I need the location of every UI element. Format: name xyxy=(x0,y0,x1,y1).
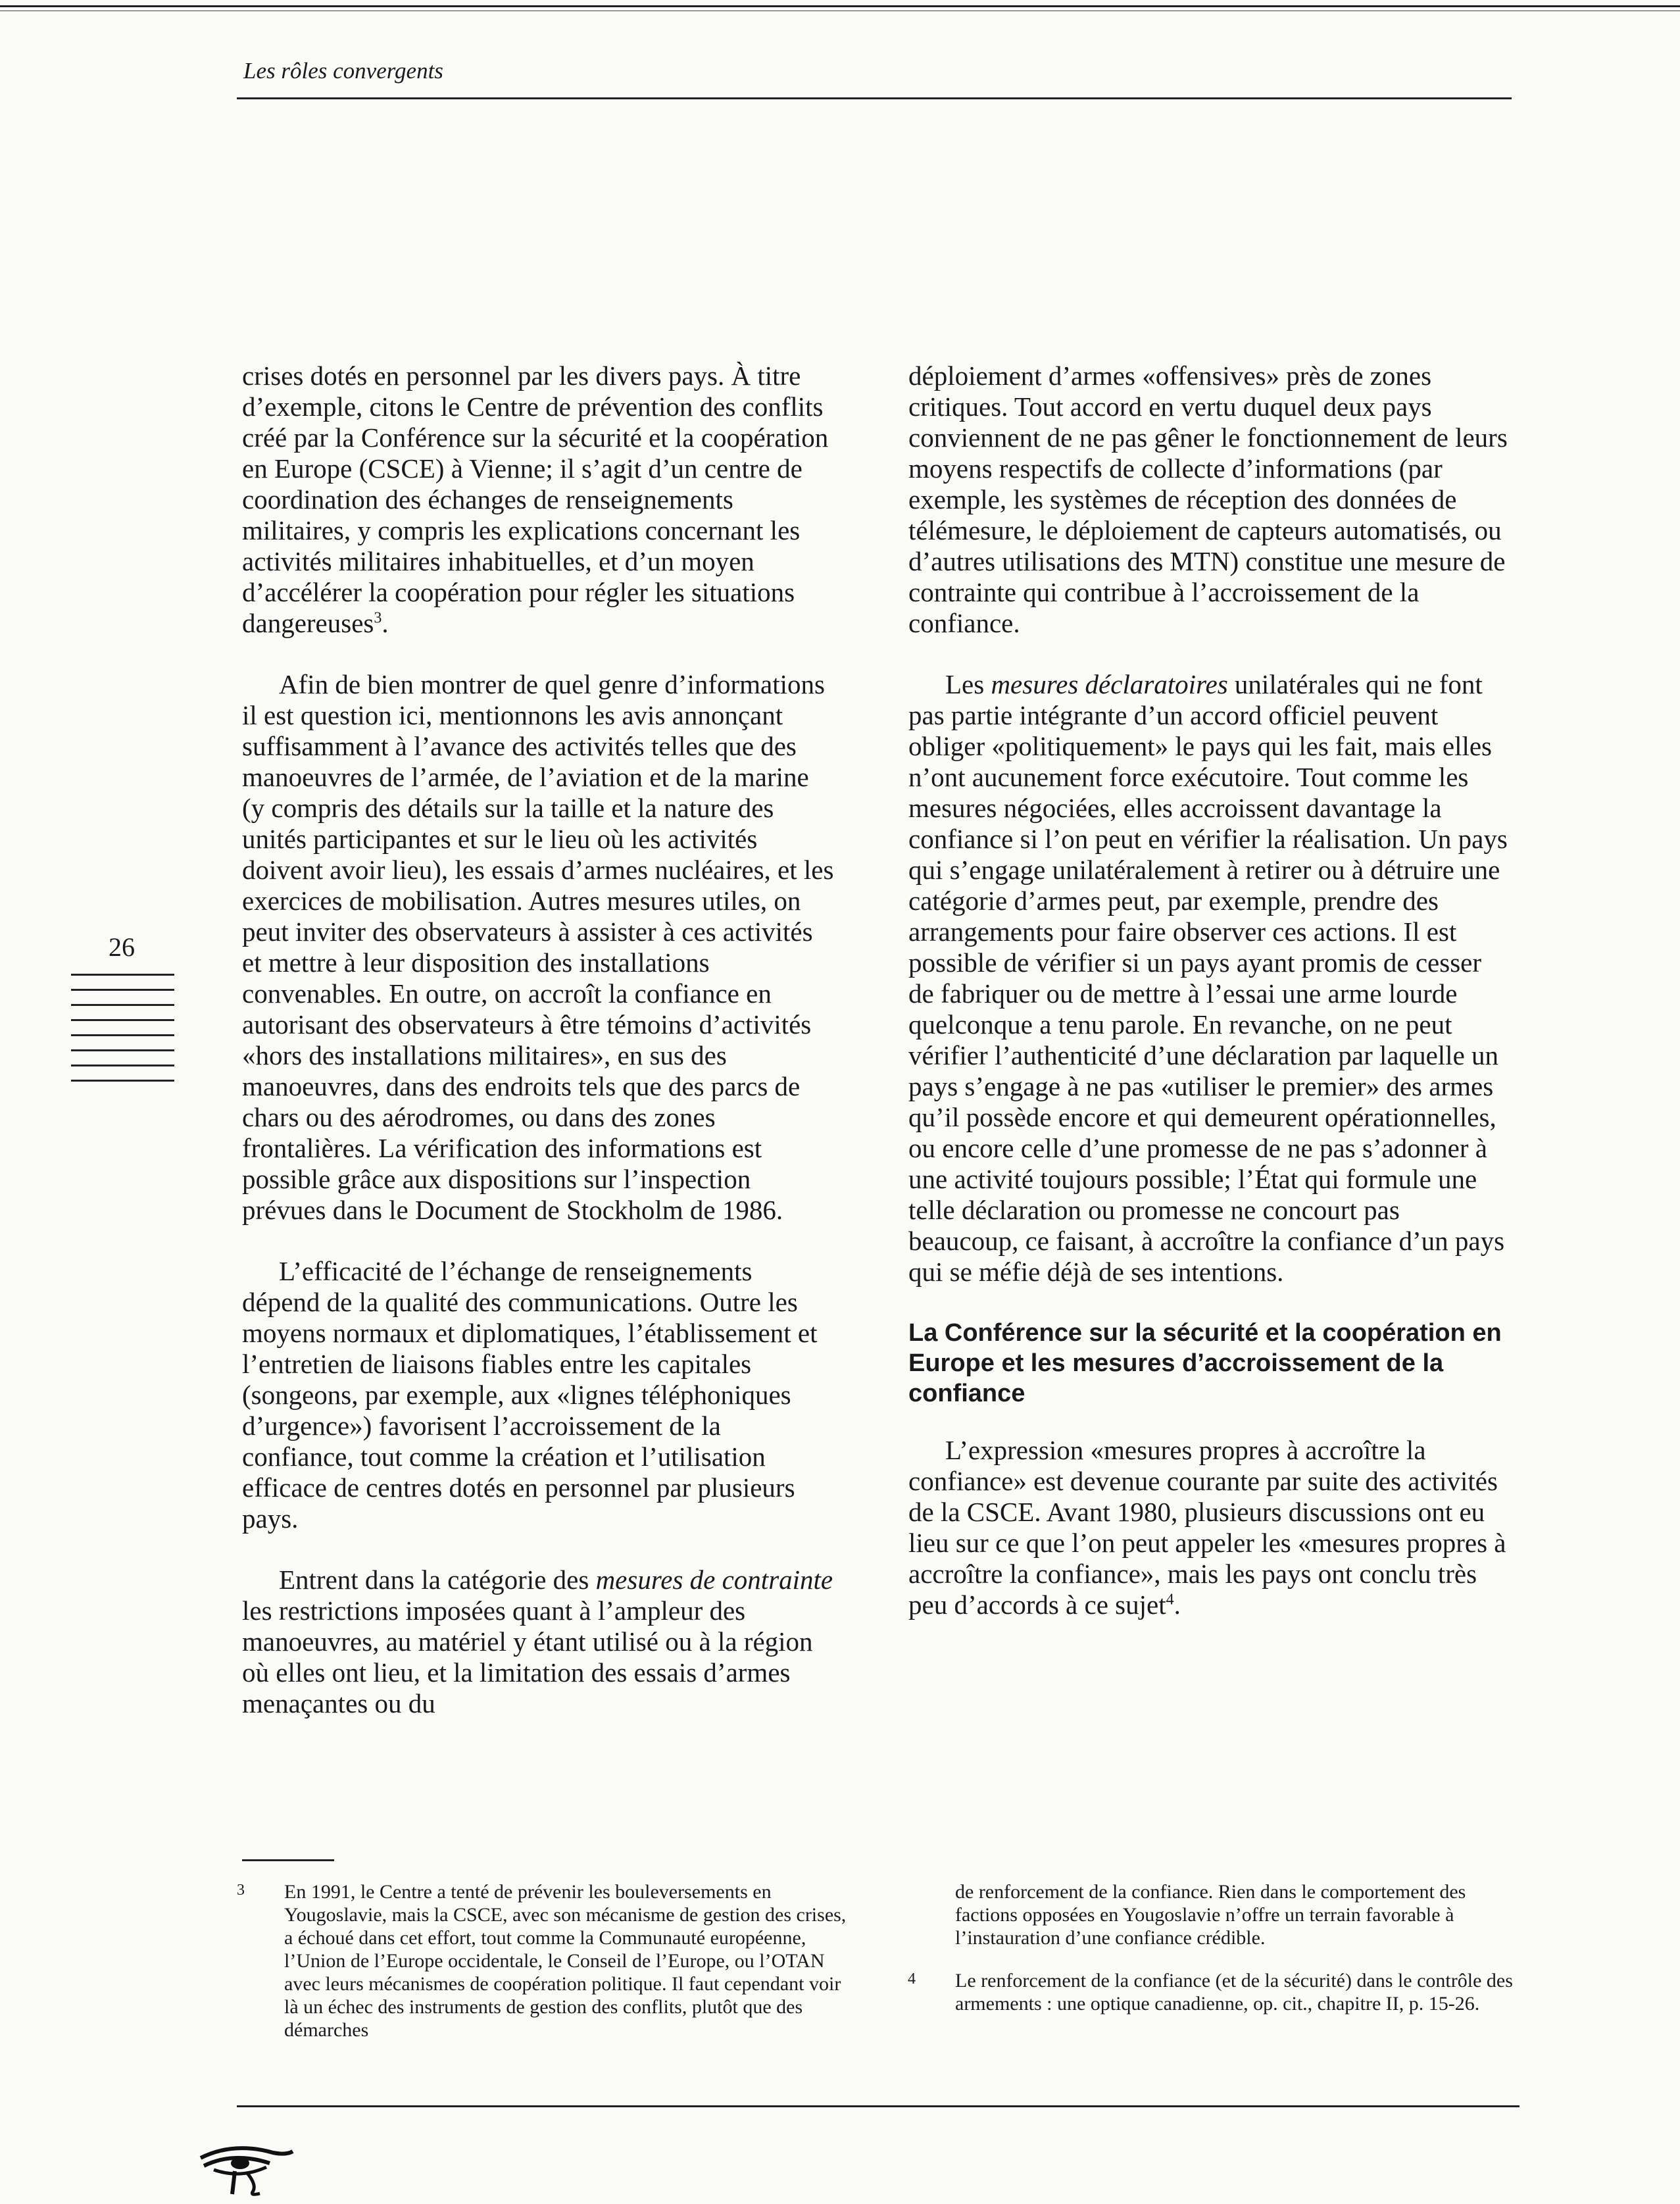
paragraph: Afin de bien montrer de quel genre d’informations il est question ici, mentionnons les avis annonçant suffisamment à l’avance des activités telles que des manoeuvres de l’armée, de l’aviation et de la marine (y compris des détails sur la taille et la nature des unités participantes et sur le lieu où les activités doivent avoir lieu), les essais d’armes nucléaires, et les exercices de mobilisation. Autres mesures utiles, on peut inviter des observateurs à assister à ces activités et mettre à leur disposition des installations convenables. En outre, on accroît la confiance en autorisant des observateurs à être témoins d’activités «hors des installations militaires», en sus des manoeuvres, dans des endroits tels que des parcs de chars ou des aérodromes, ou dans des zones frontalières. La vérification des informations est possible grâce aux dispositions sur l’inspection prévues dans le Document de Stockholm de 1986. xyxy=(242,669,834,1225)
footnote-text: Le renforcement de la confiance (et de la sécurité) dans le contrôle des armements : une optique canadienne, op. cit., chapitre II, p. 15-26. xyxy=(955,1970,1513,2015)
margin-decoration-lines xyxy=(71,974,174,1095)
page-number: 26 xyxy=(109,932,135,962)
footnote-3 xyxy=(237,1880,849,2041)
margin-line xyxy=(71,989,174,991)
margin-line xyxy=(71,1064,174,1066)
footnote-number: 4 xyxy=(908,1970,916,1988)
footnote-separator xyxy=(242,1859,334,1861)
margin-line xyxy=(71,1080,174,1082)
footnote-text: En 1991, le Centre a tenté de prévenir les bouleversements en Yougoslavie, mais la CSCE, avec son mécanisme de gestion des crises, a échoué dans cet effort, tout comme la Communauté européenne, l’Union de l’Europe occidentale, le Conseil de l’Europe, ou l’OTAN avec leurs mécanismes de coopération politique. Il faut cependant voir là un échec des instruments de gestion des conflits, plutôt que des démarches xyxy=(284,1881,847,2041)
paragraph: déploiement d’armes «offensives» près de zones critiques. Tout accord en vertu duquel deux pays conviennent de ne pas gêner le fonctionnement de leurs moyens respectifs de collecte d’informations (par exemple, les systèmes de réception des données de télémesure, le déploiement de capteurs automatisés, ou d’autres utilisations des MTN) constitue une mesure de contrainte qui contribue à l’accroissement de la confiance. xyxy=(908,361,1508,638)
section-heading: La Conférence sur la sécurité et la coopération en Europe et les mesures d’accroissement de la confiance xyxy=(908,1319,1502,1407)
margin-line xyxy=(71,1049,174,1051)
footnote-ref-4[interactable]: 4 xyxy=(1166,1591,1174,1609)
footer-rule xyxy=(237,2105,1519,2107)
margin-line xyxy=(71,974,174,976)
footnote-3-continued: de renforcement de la confiance. Rien dans le comportement des factions opposées en Yougoslavie n’offre un terrain favorable à l’instauration d’une confiance crédible. xyxy=(955,1881,1466,1949)
margin-line xyxy=(71,1019,174,1021)
margin-line xyxy=(71,1004,174,1006)
running-title: Les rôles convergents xyxy=(243,58,443,84)
right-text-column xyxy=(908,361,1512,1651)
footnotes-right xyxy=(908,1880,1519,2035)
footnote-number: 3 xyxy=(237,1882,245,1899)
eye-of-horus-logo-icon xyxy=(194,2138,299,2197)
header-rule xyxy=(237,97,1512,99)
footnotes-left xyxy=(237,1880,849,2061)
left-text-column xyxy=(242,361,834,1749)
paragraph: L’expression «mesures propres à accroître la confiance» est devenue courante par suite des activités de la CSCE. Avant 1980, plusieurs discussions ont eu lieu sur ce que l’on peut appeler les «mesures propres à accroître la confiance», mais les pays ont conclu très peu d’accords à ce sujet$^4$. xyxy=(908,1435,1506,1620)
paragraph: L’efficacité de l’échange de renseignements dépend de la qualité des communications. Outre les moyens normaux et diplomatiques, l’établissement et l’entretien de liaisons fiables entre les capitales (songeons, par exemple, aux «lignes téléphoniques d’urgence») favorisent l’accroissement de la confiance, tout comme la création et l’utilisation efficace de centres dotés en personnel par plusieurs pays. xyxy=(242,1256,818,1534)
top-border-rule xyxy=(0,5,1680,7)
footnote-ref-3[interactable]: 3 xyxy=(374,609,382,627)
paragraph: Entrent dans la catégorie des mesures de contrainte les restrictions imposées quant à l’ampleur des manoeuvres, au matériel y étant utilisé ou à la région où elles ont lieu, et la limitation des essais d’armes menaçantes ou du xyxy=(242,1565,833,1718)
margin-line xyxy=(71,1034,174,1036)
paragraph: crises dotés en personnel par les divers pays. À titre d’exemple, citons le Centre de prévention des conflits créé par la Conférence sur la sécurité et la coopération en Europe (CSCE) à Vienne; il s’agit d’un centre de coordination des échanges de renseignements militaires, y compris les explications concernant les activités militaires inhabituelles, et d’un moyen d’accélérer la coopération pour régler les situations dangereuses$^3$. xyxy=(242,361,829,638)
footnote-4 xyxy=(908,1969,1519,2015)
paragraph: Les mesures déclaratoires unilatérales qui ne font pas partie intégrante d’un accord officiel peuvent obliger «politiquement» le pays qui les fait, mais elles n’ont aucunement force exécutoire. Tout comme les mesures négociées, elles accroissent davantage la confiance si l’on peut en vérifier la réalisation. Un pays qui s’engage unilatéralement à retirer ou à détruire une catégorie d’armes peut, par exemple, prendre des arrangements pour faire observer ces actions. Il est possible de vérifier si un pays ayant promis de cesser de fabriquer ou de mettre à l’essai une arme lourde quelconque a tenu parole. En revanche, on ne peut vérifier l’authenticité d’une déclaration par laquelle un pays s’engage à ne pas «utiliser le premier» des armes qu’il possède encore et qui demeurent opérationnelles, ou encore celle d’une promesse de ne pas s’adonner à une activité toujours possible; l’État qui formule une telle déclaration ou promesse ne concourt pas beaucoup, ce faisant, à accroître la confiance d’un pays qui se méfie déjà de ses intentions. xyxy=(908,669,1508,1287)
